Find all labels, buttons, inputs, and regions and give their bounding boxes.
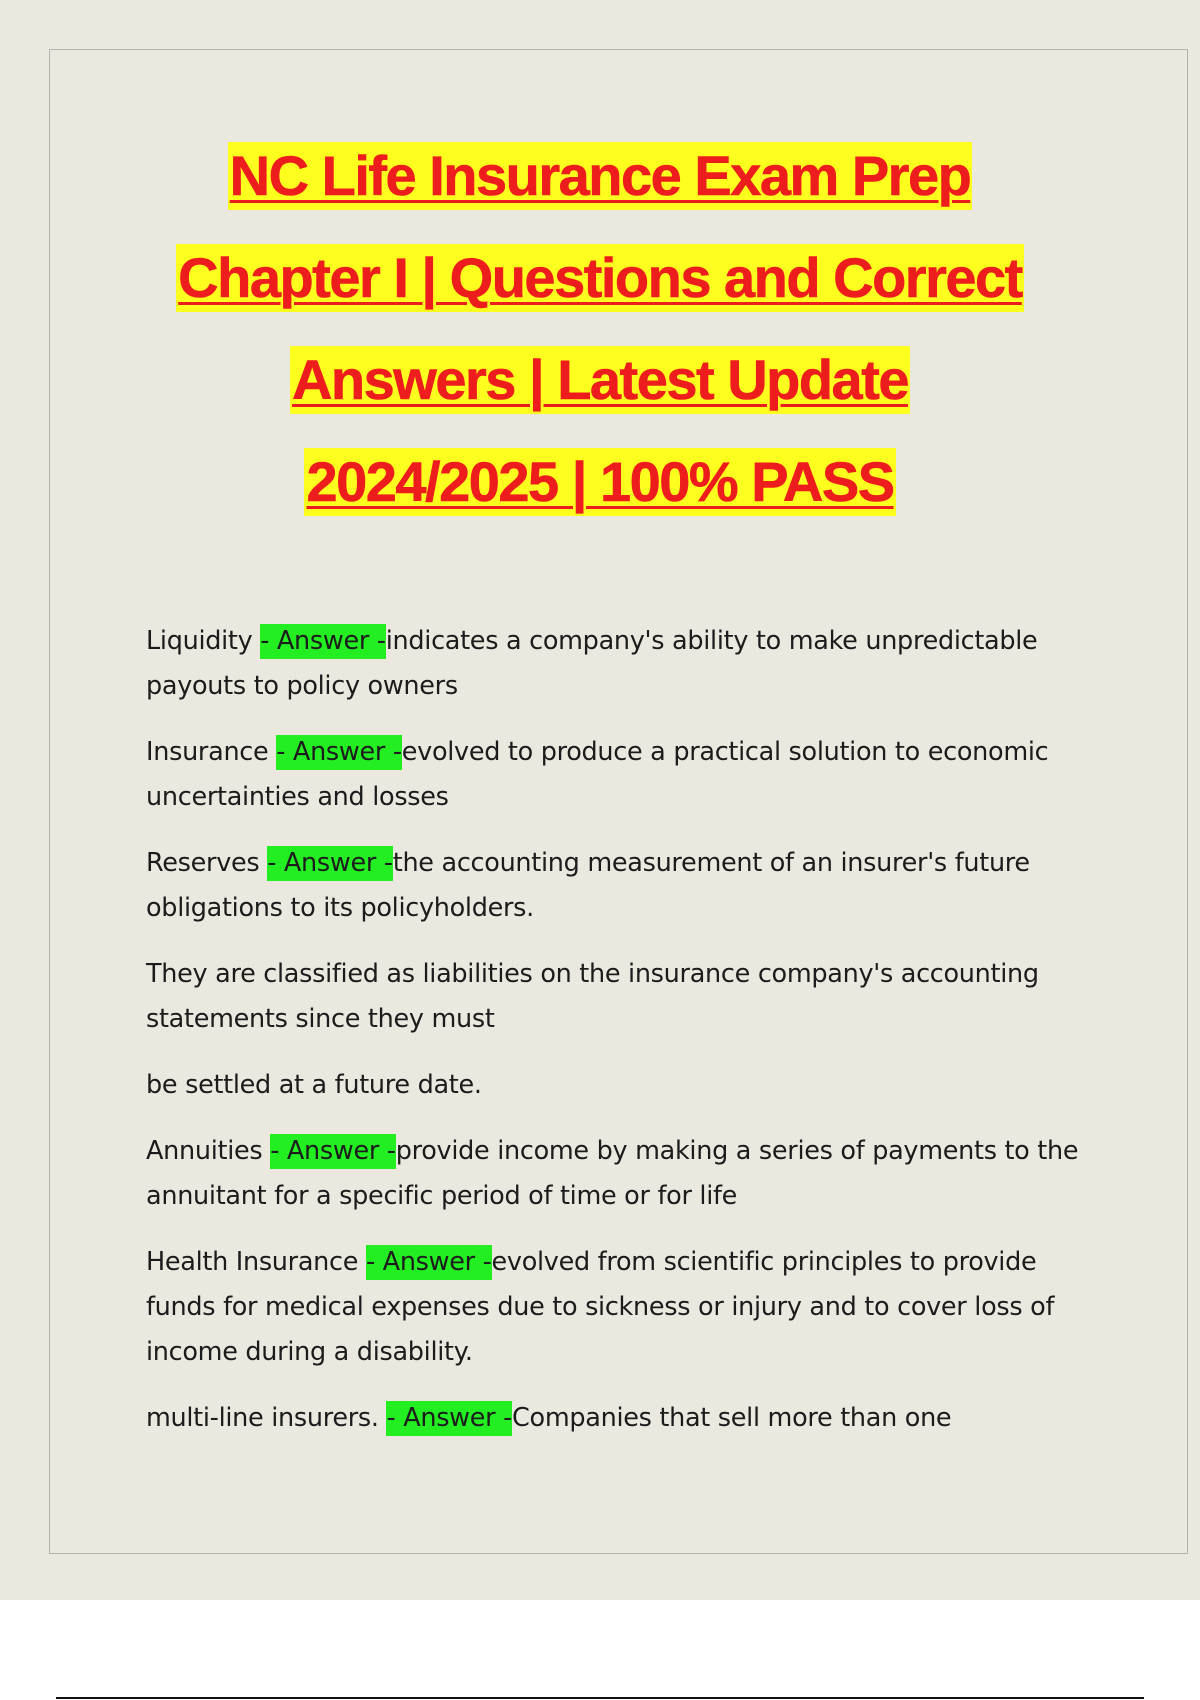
answer-marker: - Answer - — [386, 1401, 512, 1436]
title-line-1: NC Life Insurance Exam Prep — [228, 142, 973, 210]
continuation-text: be settled at a future date. — [146, 1070, 482, 1100]
qa-entry-insurance — [146, 730, 1096, 820]
qa-entry-health-insurance — [146, 1240, 1096, 1375]
entry-definition: the accounting measurement of an insurer's future obligations to its policyholders. — [146, 848, 1030, 923]
entry-definition: evolved from scientific principles to provide funds for medical expenses due to sickness or injury and to cover loss of income during a disability. — [146, 1247, 1055, 1367]
title-line-3: Answers | Latest Update — [290, 346, 910, 414]
qa-list — [146, 619, 1096, 1462]
entry-term: Reserves — [146, 848, 268, 878]
title-line-2: Chapter I | Questions and Correct — [176, 244, 1024, 312]
entry-definition: provide income by making a series of payments to the annuitant for a specific period of time or for life — [146, 1136, 1079, 1211]
answer-marker: - Answer - — [267, 846, 393, 881]
entry-term: Insurance — [146, 737, 277, 767]
qa-entry-multi-line-insurers — [146, 1396, 1096, 1441]
qa-entry-reserves — [146, 841, 1096, 931]
entry-term: Liquidity — [146, 626, 261, 656]
title-line-4: 2024/2025 | 100% PASS — [304, 448, 895, 516]
entry-term: Health Insurance — [146, 1247, 366, 1277]
answer-marker: - Answer - — [270, 1134, 396, 1169]
continuation-text: They are classified as liabilities on the insurance company's accounting statements since they must — [146, 959, 1039, 1034]
answer-marker: - Answer - — [276, 735, 402, 770]
entry-definition: evolved to produce a practical solution to economic uncertainties and losses — [146, 737, 1049, 812]
document-title — [60, 142, 1140, 550]
entry-definition: Companies that sell more than one — [512, 1403, 952, 1433]
entry-definition: indicates a company's ability to make unpredictable payouts to policy owners — [146, 626, 1038, 701]
qa-entry-liquidity — [146, 619, 1096, 709]
answer-marker: - Answer - — [260, 624, 386, 659]
entry-term: multi-line insurers. — [146, 1403, 387, 1433]
entry-term: Annuities — [146, 1136, 271, 1166]
answer-marker: - Answer - — [366, 1245, 492, 1280]
page-divider — [56, 1697, 1144, 1699]
qa-entry-annuities — [146, 1129, 1096, 1219]
